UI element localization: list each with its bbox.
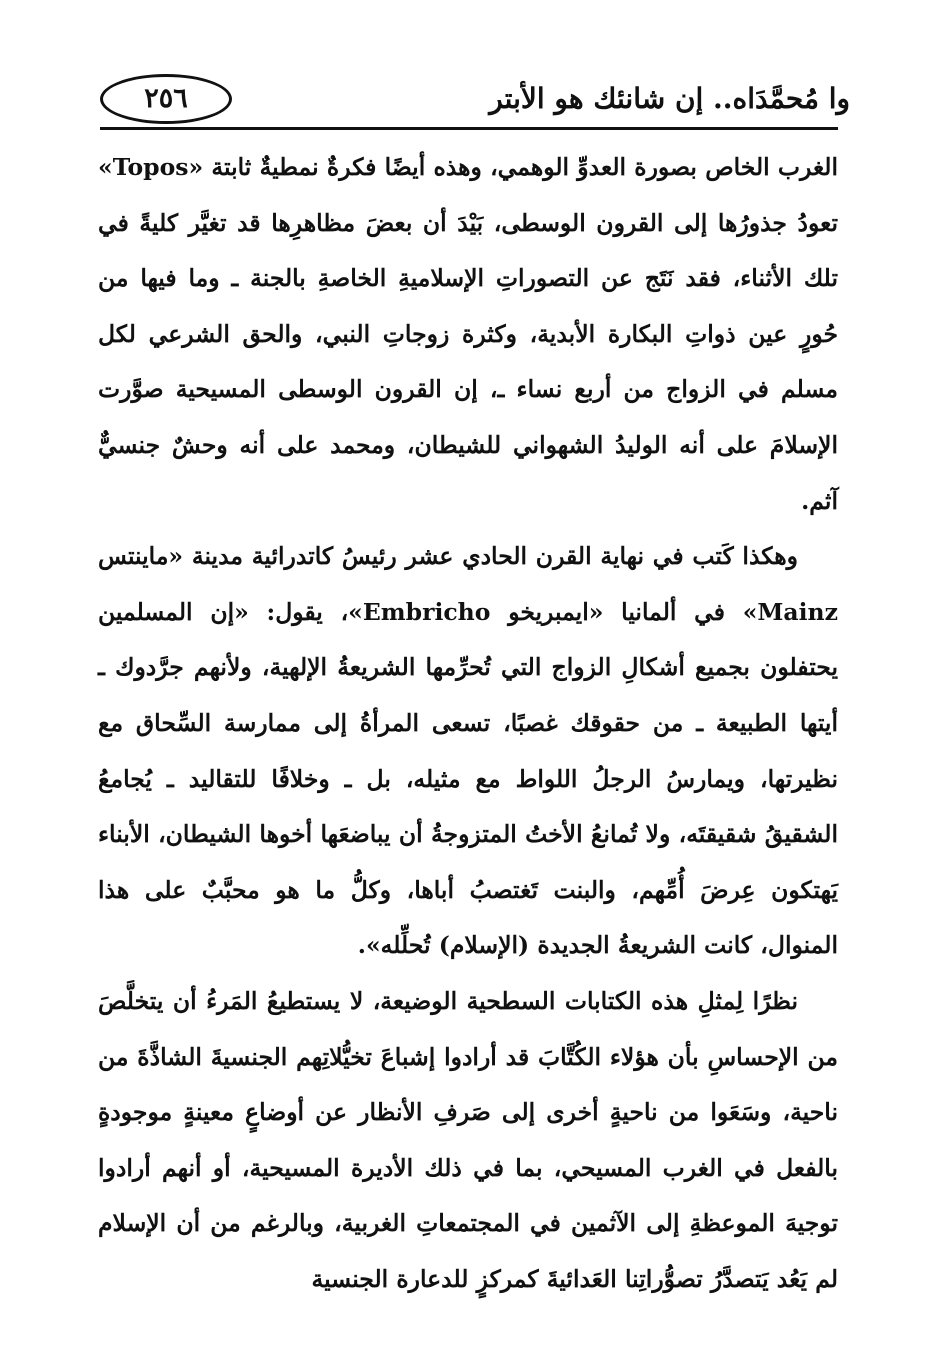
paragraph-1: الغرب الخاص بصورة العدوِّ الوهمي، وهذه أيضًا فكرةٌ نمطيةٌ ثابتة «Topos» تعودُ جذورُها إلى القرون الوسطى، بَيْدَ أن بعضَ مظاهرِها قد تغيَّر كليةً في تلك الأثناء، فقد نَتَج عن التصوراتِ الإسلاميةِ الخاصةِ بالجنة ـ وما فيها من حُورٍ عين ذواتِ البكارة الأبدية، وكثرة زوجاتِ النبي، والحق الشرعي لكل مسلم في الزواج من أربع نساء ـ، إن القرون الوسطى المسيحية صوَّرت الإسلامَ على أنه الوليدُ الشهواني للشيطان، ومحمد على أنه وحشٌ جنسيٌّ آثم. — [98, 153, 838, 515]
page-body — [98, 140, 838, 1307]
page-number: ٢٥٦ — [100, 74, 232, 124]
header-divider — [100, 127, 838, 130]
paragraph-3: نظرًا لِمثلِ هذه الكتابات السطحية الوضيعة، لا يستطيعُ المَرءُ أن يتخلَّصَ من الإحساسِ بأن هؤلاء الكُتَّابَ قد أرادوا إشباعَ تخيُّلاتِهم الجنسيةَ الشاذَّةَ من ناحية، وسَعَوا من ناحيةٍ أخرى إلى صَرفِ الأنظار عن أوضاعٍ معينةٍ موجودةٍ بالفعل في الغرب المسيحي، بما في ذلك الأديرة المسيحية، أو أنهم أرادوا توجيهَ الموعظةِ إلى الآثمين في المجتمعاتِ الغربية، وبالرغم من أن الإسلام لم يَعُد يَتصدَّرُ تصوُّراتِنا العَدائيةَ كمركزٍ للدعارة الجنسية — [98, 986, 838, 1293]
paragraph-2: وهكذا كَتب في نهاية القرن الحادي عشر رئيسُ كاتدرائية مدينة «ماينتس Mainz» في ألمانيا «ايمبريخو Embricho»، يقول: «إن المسلمين يحتفلون بجميع أشكالِ الزواج التي تُحرِّمها الشريعةُ الإلهية، ولأنهم جرَّدوك ـ أيتها الطبيعة ـ من حقوقك غصبًا، تسعى المرأةُ إلى ممارسة السِّحاق مع نظيرتها، ويمارسُ الرجلُ اللواط مع مثيله، بل ـ وخلافًا للتقاليد ـ يُجامعُ الشقيقُ شقيقتَه، ولا تُمانعُ الأختُ المتزوجةُ أن يباضعَها أخوها الشيطان، الأبناء يَهتكون عِرضَ أُمِّهم، والبنت تَغتصبُ أباها، وكلُّ ما هو محبَّبٌ على هذا المنوال، كانت الشريعةُ الجديدة (الإسلام) تُحلِّله». — [98, 542, 838, 960]
running-title: وا مُحمَّدَاه.. إن شانئك هو الأبتر — [489, 82, 850, 115]
page-header — [100, 70, 850, 130]
